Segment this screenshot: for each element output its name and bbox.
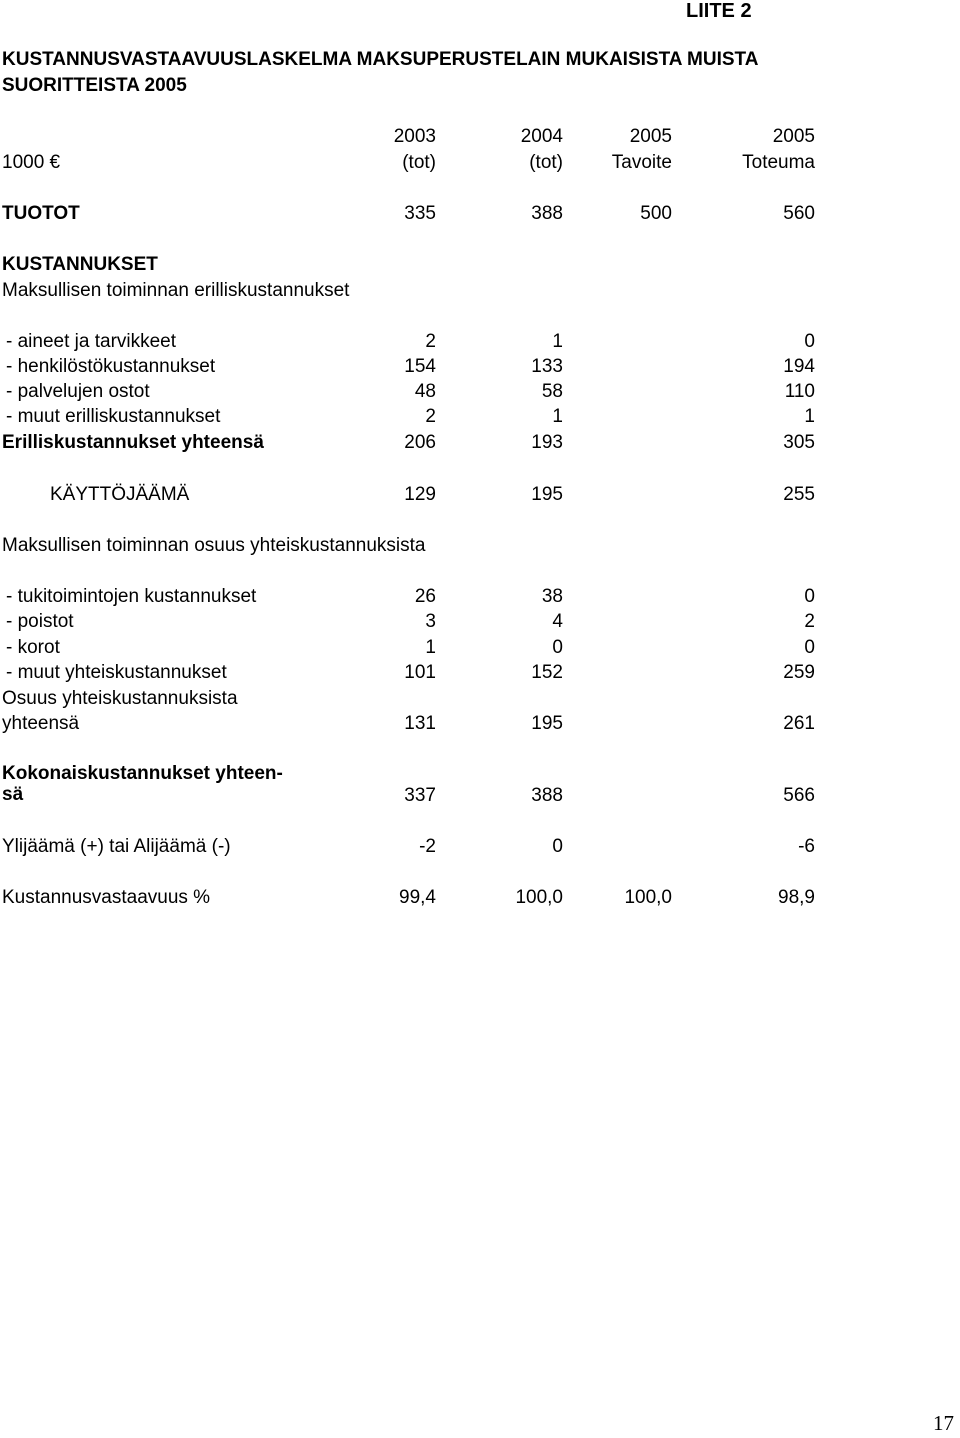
row-label: Kokonaiskustannukset yhteen- — [2, 763, 283, 784]
cell-value: 110 — [784, 381, 815, 402]
row-label: Erilliskustannukset yhteensä — [2, 432, 264, 453]
section-heading: KUSTANNUKSET — [2, 254, 158, 275]
row-label: Ylijäämä (+) tai Alijäämä (-) — [2, 836, 231, 857]
cell-value: 337 — [404, 785, 436, 806]
row-label: - tukitoimintojen kustannukset — [6, 586, 257, 607]
cell-value: 195 — [531, 484, 563, 505]
cell-value: 152 — [531, 662, 563, 683]
cell-value: 1 — [552, 406, 563, 427]
col2-year: 2004 — [520, 126, 563, 147]
row-label: Kustannusvastaavuus % — [2, 887, 211, 908]
cell-value: 193 — [531, 432, 563, 453]
col1-year: 2003 — [393, 126, 436, 147]
cell-value: 1 — [804, 406, 815, 427]
cell-value: 154 — [404, 356, 436, 377]
row-label: yhteensä — [2, 713, 80, 734]
cell-value: 58 — [541, 381, 563, 402]
cell-value: 0 — [804, 637, 815, 658]
row-label: - poistot — [6, 611, 74, 632]
row-label: sä — [2, 784, 24, 805]
cell-value: -2 — [419, 836, 436, 857]
document-title-line2: SUORITTEISTA 2005 — [2, 75, 187, 96]
cell-value: 1 — [425, 637, 436, 658]
cell-value: 98,9 — [778, 887, 815, 908]
cell-value: 26 — [414, 586, 436, 607]
cell-value: 335 — [404, 203, 436, 224]
cell-value: 2 — [804, 611, 815, 632]
row-label: Osuus yhteiskustannuksista — [2, 688, 238, 709]
cell-value: 305 — [783, 432, 815, 453]
appendix-label: LIITE 2 — [686, 0, 752, 22]
col3-sub: Tavoite — [611, 152, 672, 173]
cell-value: 100,0 — [515, 887, 563, 908]
cell-value: 38 — [541, 586, 563, 607]
col4-sub: Toteuma — [742, 152, 815, 173]
row-label: KÄYTTÖJÄÄMÄ — [50, 484, 190, 505]
cell-value: 388 — [531, 203, 563, 224]
col2-sub: (tot) — [529, 152, 563, 173]
col3-year: 2005 — [629, 126, 672, 147]
cell-value: 4 — [552, 611, 563, 632]
cell-value: 133 — [531, 356, 563, 377]
row-label: - palvelujen ostot — [6, 381, 150, 402]
cell-value: 100,0 — [624, 887, 672, 908]
row-label: - korot — [6, 637, 60, 658]
cell-value: 0 — [804, 586, 815, 607]
cell-value: 0 — [804, 331, 815, 352]
row-label: TUOTOT — [2, 203, 80, 224]
cell-value: 0 — [552, 637, 563, 658]
cell-value: 261 — [783, 713, 815, 734]
cell-value: 255 — [783, 484, 815, 505]
cell-value: 206 — [404, 432, 436, 453]
cell-value: 2 — [425, 406, 436, 427]
cell-value: 388 — [531, 785, 563, 806]
cell-value: -6 — [798, 836, 815, 857]
section-subheading: Maksullisen toiminnan osuus yhteiskustannuksista — [2, 535, 426, 556]
unit-label: 1000 € — [2, 152, 61, 173]
cell-value: 101 — [404, 662, 436, 683]
cell-value: 566 — [783, 785, 815, 806]
page-number: 17 — [933, 1411, 954, 1435]
cell-value: 500 — [640, 203, 672, 224]
cell-value: 259 — [783, 662, 815, 683]
cell-value: 194 — [783, 356, 815, 377]
cell-value: 0 — [552, 836, 563, 857]
col4-year: 2005 — [772, 126, 815, 147]
cell-value: 99,4 — [399, 887, 436, 908]
section-subheading: Maksullisen toiminnan erilliskustannukset — [2, 280, 350, 301]
document-title-line1: KUSTANNUSVASTAAVUUSLASKELMA MAKSUPERUSTELAIN MUKAISISTA MUISTA — [2, 49, 759, 70]
row-label: - henkilöstökustannukset — [6, 356, 216, 377]
row-label: - muut erilliskustannukset — [6, 406, 221, 427]
cell-value: 3 — [425, 611, 436, 632]
cell-value: 131 — [404, 713, 436, 734]
cell-value: 560 — [783, 203, 815, 224]
row-label: - muut yhteiskustannukset — [6, 662, 227, 683]
cell-value: 195 — [531, 713, 563, 734]
row-label: - aineet ja tarvikkeet — [6, 331, 177, 352]
col1-sub: (tot) — [402, 152, 436, 173]
cell-value: 2 — [425, 331, 436, 352]
cell-value: 48 — [414, 381, 436, 402]
cell-value: 1 — [552, 331, 563, 352]
cell-value: 129 — [404, 484, 436, 505]
